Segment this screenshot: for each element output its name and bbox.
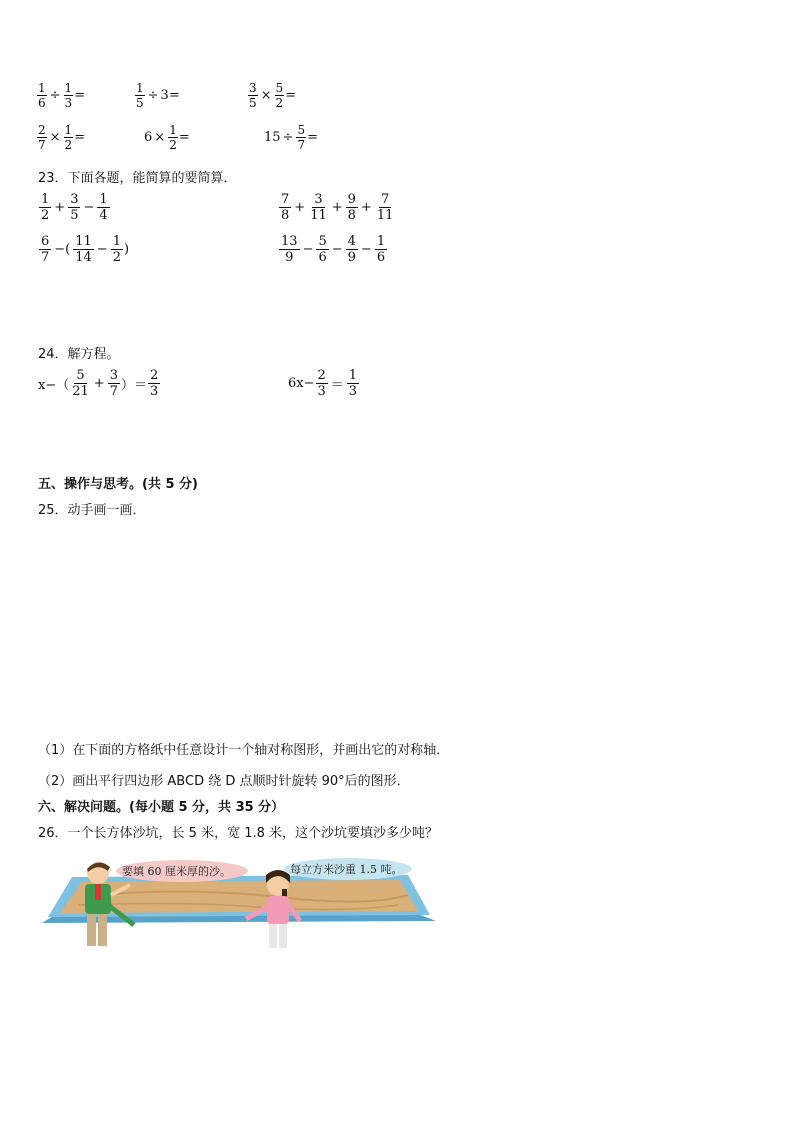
q22-item-2: $\frac{1}{5}$ ÷ 3 =: [136, 81, 180, 110]
speech-bubble-right-text: 每立方米沙重 1.5 吨。: [290, 863, 403, 876]
q23-expr-2: $\frac{7}{8}$ + $\frac{3}{11}$ + $\frac{9}{8}$ + $\frac{7}{11}$: [281, 192, 394, 223]
q24-equation-2: 6x− $\frac{2}{3}$ ＝ $\frac{1}{3}$: [288, 368, 358, 399]
section-5-heading: 五、操作与思考。(共 5 分): [38, 477, 198, 492]
q26-text: 26．一个长方体沙坑，长 5 米，宽 1.8 米，这个沙坑要填沙多少吨？: [38, 826, 439, 841]
q22-item-6: 15 ÷ $\frac{5}{7}$ =: [264, 123, 318, 152]
q25-part-2: （2）画出平行四边形 ABCD 绕 D 点顺时针旋转 90°后的图形．: [38, 774, 410, 789]
q22-item-4: $\frac{2}{7}$ × $\frac{1}{2}$ =: [38, 123, 86, 152]
q25-title: 25．动手画一画．: [38, 503, 146, 518]
q25-part-1: （1）在下面的方格纸中任意设计一个轴对称图形，并画出它的对称轴．: [38, 743, 450, 758]
q22-item-5: 6 × $\frac{1}{2}$ =: [144, 123, 190, 152]
q24-title: 24．解方程。: [38, 347, 120, 362]
sandpit-illustration: [38, 855, 438, 955]
speech-bubble-left-text: 要填 60 厘米厚的沙。: [122, 865, 231, 878]
q23-title: 23．下面各题，能简算的要简算．: [38, 171, 237, 186]
section-6-heading: 六、解决问题。(每小题 5 分，共 35 分）: [38, 800, 285, 815]
q23-expr-4: $\frac{13}{9}$ − $\frac{5}{6}$ − $\frac{4}{9}$ − $\frac{1}{6}$: [281, 234, 386, 265]
q23-expr-1: $\frac{1}{2}$ + $\frac{3}{5}$ − $\frac{1}{4}$: [41, 192, 108, 223]
q22-item-1: $\frac{1}{6}$ ÷ $\frac{1}{3}$ =: [38, 81, 86, 110]
q23-expr-3: $\frac{6}{7}$ −( $\frac{11}{14}$ − $\frac{1}{2}$ ): [41, 234, 130, 265]
q22-item-3: $\frac{3}{5}$ × $\frac{5}{2}$ =: [249, 81, 297, 110]
sandpit-svg: [38, 855, 438, 955]
q24-equation-1: x−（ $\frac{5}{21}$ + $\frac{3}{7}$ ）＝ $\frac{2}{3}$: [38, 368, 159, 399]
